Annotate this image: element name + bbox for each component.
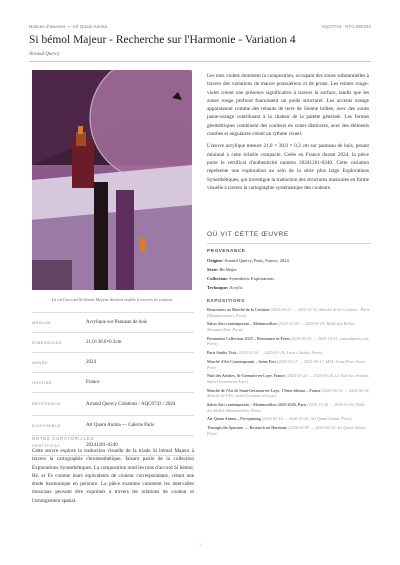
spec-row-medium [32,312,194,332]
spec-value: France [86,380,100,385]
spec-row-year [32,352,194,372]
artwork-image [32,70,192,290]
specs-table [32,312,194,456]
spec-value: 20241201-0240 [86,443,118,448]
spec-value: 21.0×30.0×0.3cm [86,340,122,345]
spec-value: 2024 [86,360,96,365]
provenance-item: Technique: Acrylic [207,285,243,290]
spec-key: ORIGINE [32,380,53,385]
artist-name: Arnaud Quercy [29,52,60,57]
exposition-item: Through the Aperture — Research on Harmony (2026-02-09 → 2026-06-30, Art Quam Anima, Paris) [207,425,367,436]
spec-value: Art Quam Anima — Galerie Paris [86,423,155,428]
page-header [0,0,400,30]
description-paragraph: Les tons violets dominent la composition, occupant des zones substantielles à travers des variations de mauve poussiéreux et de prune. Les teintes rouge-violet créent une présence significative à travers la surface, tandis que les zones rouge profond fournissent un poids structurel. Les accents orange apparaissent comme des rehauts de terre de Sienne brûlée, avec des zones jaune-orange contribuant à la chaleur de la palette générale. Les formes géométriques combinent des couleurs en zones distinctes, avec des éléments courbes et angulaires créant un rythme visuel. [207,73,369,138]
provenance-item: Collection: Synesthetic Explorations [207,276,274,281]
spec-row-available [32,415,194,435]
spec-row-dimensions [32,332,194,352]
page-title: Si bémol Majeur - Recherche sur l'Harmonie - Variation 4 [29,34,296,46]
provenance-list [207,258,371,294]
exposition-item: Salon d'art contemporain – Montmorillon 2025-2026, Paris (2025-11-26 → 2026-01-04, Halle des Halles Montmorillon, Paris) [207,402,366,413]
provenance-item: Série: Bb Major [207,267,237,272]
exposition-item: Marché d'Art Contemporain – Seine Port (2025-05-17 → 2025-05-17, MAC Seine-Port, Seine-Port) [207,358,367,370]
spec-value: Arnaud Quercy Créations / AQC0743 / 2024 [86,401,176,407]
expositions-heading: EXPOSITIONS [207,298,245,303]
expositions-list [207,307,371,440]
exposition-item: Marché de l'Art de Saint-Germain-en-Laye, 17ème édition – France (2025-06-14 → 2025-06-14, Marché de l'Art, Saint-Germain-en-Laye) [207,387,370,399]
spec-key: DISPONIBLE [32,423,61,428]
exposition-item: Salon d'art contemporain – Montmorillon (2024-12-26 → 2025-01-05, Halle des Halles Montmorillon, Paris) [207,321,355,332]
provenance-item: Origine: Arnaud Quercy, Paris, France, 2024 [207,258,289,263]
reference-code: AQC0743 · NTC-960340 [321,24,371,29]
where-divider [207,243,371,244]
spec-key: RÉFÉRENCE [32,402,61,406]
exposition-item: Paris Studio Visit (2025-02-16 → 2025-03-14, Artist's Studio, Paris) [207,350,323,356]
spec-key: ANNÉE [32,360,49,365]
description-paragraph: L'œuvre acrylique mesure 21,0 × 30,0 × 0,3 cm sur panneau de bois, pesant minimal à cette échelle compacte. Créée en France durant 2024, la pièce porte le certificat d'authenticité numéro 20241201-0240. Cette variation représente une exploration au sein de la série plus large Explorations Synesthétiques, qui investigue la traduction des structures musicales en forme visuelle à travers la cartographie systématique des couleurs. [207,143,369,191]
provenance-heading: PROVENANCE [207,248,246,253]
curatorial-heading: NOTES CURATORIALES [32,436,95,441]
where-heading: OÙ VIT CETTE ŒUVRE [207,231,289,238]
spec-key: CERTIFICAT [32,443,61,448]
header-divider [29,61,371,62]
exposition-item: Art Quam Anima – Pre-opening (2026-01-16 → 2026-01-20, Art Quam Anima, Paris) [207,416,352,422]
brand-label: Notices d'œuvres — Art Quam Anima [29,24,107,29]
image-caption: Là où l'accord Si bémol Majeur devient visible à travers la couleur [51,297,173,302]
exposition-item: Nuit des Artistes, St-Germain-en-Laye, France (2025-05-24 → 2025-05-24, La Nuit des Artistes, Saint-Germain-en-Laye) [207,373,370,384]
spec-row-reference [32,392,194,415]
spec-value: Acrylique sur Panneau de bois [86,320,148,325]
page-number: 1 [198,542,202,547]
artwork-description [207,72,369,196]
spec-key: MÉDIUM [32,320,51,325]
spec-key: DIMENSIONS [32,340,63,345]
spec-row-origin [32,372,194,392]
exposition-item: Permanent Collection 2025 – Resonance in Form (2025-01-01 → 2025-12-31, arnaudquercy.art, Paris) [207,335,370,347]
exposition-item: Rencontres au Marché de la Création (2024-04-21 → 2024-12-31, Marché de la Création · Paris (Montparnasse), Paris) [207,307,370,318]
curatorial-text: Cette œuvre explore la traduction visuelle de la triade Si bémol Majeur à travers la cartographie chromesthétique, faisant partie de la collection Explorations Synesthétiques. La composition rend les tons d'accord Si bémol, Ré, et Fa comme leurs équivalents de couleur correspondants, créant une étude harmonique en peinture. La pièce examine comment les intervalles musicaux peuvent être exprimés à travers les relations de couleur et l'arrangement spatial. [32,448,194,504]
